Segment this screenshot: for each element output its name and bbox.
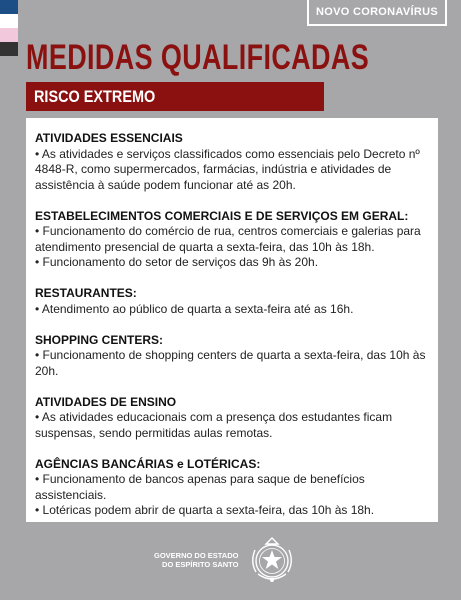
stripe-white xyxy=(0,14,18,28)
risk-level-banner xyxy=(26,82,324,111)
color-stripes xyxy=(0,0,18,56)
government-line-2: DO ESPÍRITO SANTO xyxy=(162,560,239,569)
section-shopping-centers xyxy=(35,333,428,380)
government-name xyxy=(154,551,238,569)
section-line: • As atividades educacionais com a presença dos estudantes ficam suspensas, sendo permitidas aulas remotas. xyxy=(35,410,393,440)
section-line: • As atividades e serviços classificados como essenciais pelo Decreto nº 4848-R, como supermercados, farmácias, indústria e atividades de assistência à saúde podem funcionar até as 20h. xyxy=(35,146,420,192)
stripe-pink xyxy=(0,28,18,42)
section-title: ATIVIDADES ESSENCIAIS xyxy=(35,131,183,145)
section-title: ESTABELECIMENTOS COMERCIAIS E DE SERVIÇOS EM GERAL: xyxy=(35,208,409,223)
section-education xyxy=(35,395,428,442)
state-crest-icon xyxy=(246,534,298,586)
section-restaurants xyxy=(35,286,428,317)
section-line: • Lotéricas podem abrir de quarta a sexta-feira, das 10h às 18h. xyxy=(35,503,375,517)
topic-tag: NOVO CORONAVÍRUS xyxy=(307,0,447,26)
measures-panel xyxy=(26,118,438,522)
stripe-dark xyxy=(0,42,18,56)
section-title: RESTAURANTES: xyxy=(35,286,137,300)
section-line: • Atendimento ao público de quarta a sexta-feira até as 16h. xyxy=(35,301,354,316)
stripe-blue xyxy=(0,0,18,14)
page-title: MEDIDAS QUALIFICADAS xyxy=(26,38,370,77)
government-footer xyxy=(154,534,298,586)
section-essential-activities xyxy=(35,131,428,193)
section-line: • Funcionamento de bancos apenas para saque de benefícios assistenciais. xyxy=(35,472,365,502)
government-line-1: GOVERNO DO ESTADO xyxy=(154,551,239,560)
risk-level-label: RISCO EXTREMO xyxy=(34,86,156,106)
section-commerce-services xyxy=(35,209,428,271)
section-title: SHOPPING CENTERS: xyxy=(35,332,164,347)
section-banks-lotteries xyxy=(35,457,428,519)
section-title: AGÊNCIAS BANCÁRIAS e LOTÉRICAS: xyxy=(35,456,261,471)
section-line: • Funcionamento do comércio de rua, centros comerciais e galerias para atendimento presencial de quarta a sexta-feira, das 10h às 18h. xyxy=(35,224,421,254)
section-title: ATIVIDADES DE ENSINO xyxy=(35,394,177,409)
section-line: • Funcionamento de shopping centers de quarta a sexta-feira, das 10h às 20h. xyxy=(35,348,426,378)
section-line: • Funcionamento do setor de serviços das 9h às 20h. xyxy=(35,255,319,269)
